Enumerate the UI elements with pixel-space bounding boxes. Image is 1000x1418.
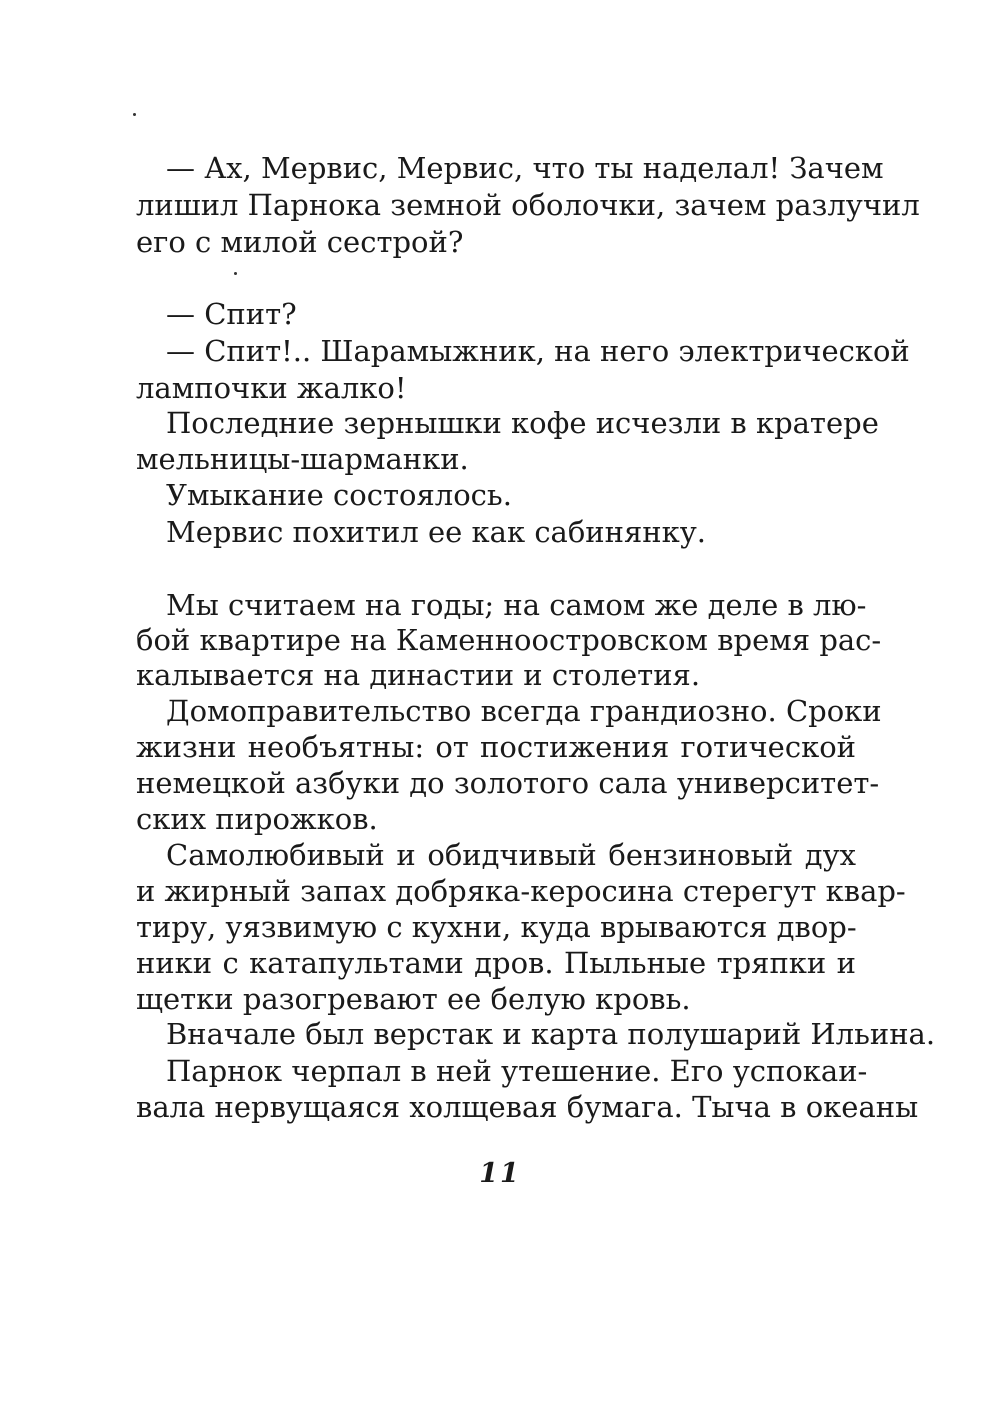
text-line: — Спит? <box>166 297 297 331</box>
text-line: немецкой азбуки до золотого сала университет- <box>136 766 880 800</box>
text-line: — Ах, Мервис, Мервис, что ты наделал! Зачем <box>166 151 884 185</box>
text-line: и жирный запах добряка-керосина стерегут квар- <box>136 874 906 908</box>
text-line: — Спит!.. Шарамыжник, на него электрической <box>166 334 910 368</box>
text-line: Умыкание состоялось. <box>166 478 512 512</box>
text-line: Вначале был верстак и карта полушарий Ильина. <box>166 1017 936 1051</box>
print-speck <box>234 272 237 275</box>
text-line: калывается на династии и столетия. <box>136 658 701 692</box>
text-line: мельницы-шарманки. <box>136 442 469 476</box>
text-line: Самолюбивый и обидчивый бензиновый дух <box>166 838 856 872</box>
text-line: ских пирожков. <box>136 802 378 836</box>
page-number: 11 <box>479 1158 521 1189</box>
text-line: жизни необъятны: от постижения готической <box>136 730 856 764</box>
text-line: лампочки жалко! <box>136 371 407 405</box>
text-line: ники с катапультами дров. Пыльные тряпки и <box>136 946 856 980</box>
text-line: Домоправительство всегда грандиозно. Сроки <box>166 694 882 728</box>
text-line: Мервис похитил ее как сабинянку. <box>166 515 706 549</box>
text-line: тиру, уязвимую с кухни, куда врываются двор- <box>136 910 857 944</box>
text-line: щетки разогревают ее белую кровь. <box>136 982 691 1016</box>
text-line: Парнок черпал в ней утешение. Его успокаи- <box>166 1054 868 1088</box>
text-line: Последние зернышки кофе исчезли в кратере <box>166 406 879 440</box>
print-speck <box>133 113 136 116</box>
text-line: вала нервущаяся холщевая бумага. Тыча в океаны <box>136 1090 919 1124</box>
text-line: Мы считаем на годы; на самом же деле в лю- <box>166 588 867 622</box>
text-line: лишил Парнока земной оболочки, зачем разлучил <box>136 188 920 222</box>
text-line: бой квартире на Каменноостровском время рас- <box>136 623 882 657</box>
text-line: его с милой сестрой? <box>136 225 464 259</box>
